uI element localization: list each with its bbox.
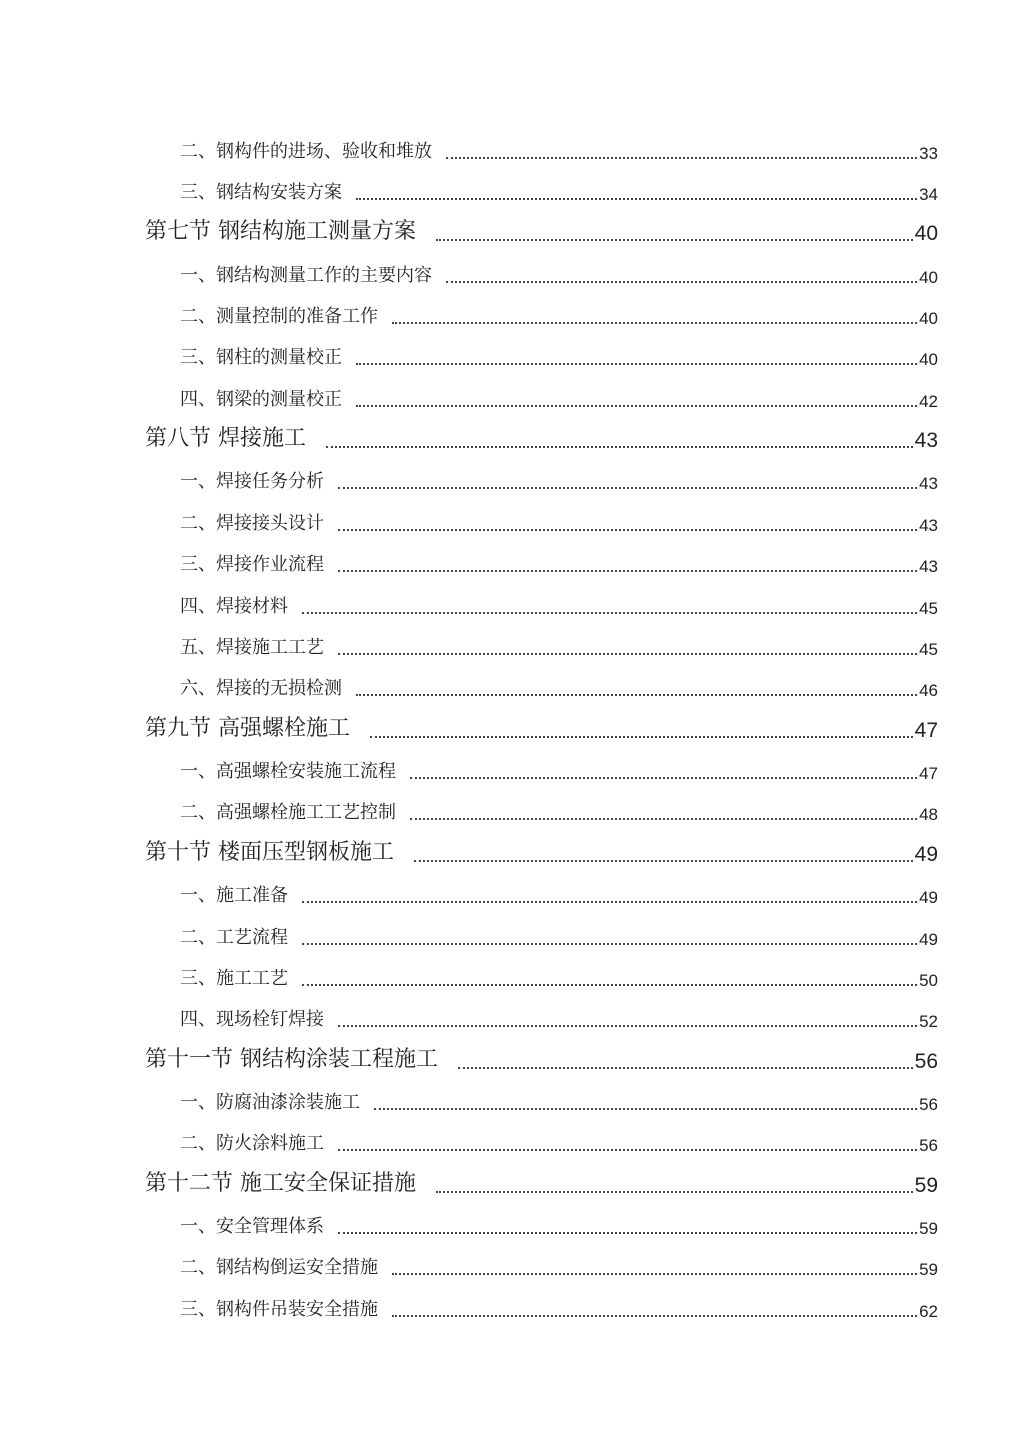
- toc-entry[interactable]: [180, 795, 938, 825]
- toc-entry[interactable]: [180, 506, 938, 536]
- toc-section-label: 第八节 焊接施工: [145, 426, 306, 451]
- toc-entry[interactable]: [180, 671, 938, 701]
- toc-entry-page: 34: [919, 185, 938, 204]
- toc-entry-page: 33: [919, 144, 938, 163]
- dot-leader: [302, 984, 917, 986]
- toc-section-page: 43: [914, 429, 938, 452]
- dot-leader: [392, 1315, 917, 1317]
- toc-section-label: 第十节 楼面压型钢板施工: [145, 840, 394, 865]
- toc-entry-label: 一、焊接任务分析: [180, 471, 324, 492]
- toc-entry[interactable]: [180, 589, 938, 619]
- toc-entry-label: 三、焊接作业流程: [180, 554, 324, 575]
- toc-entry[interactable]: [180, 382, 938, 412]
- toc-entry-label: 一、防腐油漆涂装施工: [180, 1092, 360, 1113]
- toc-entry-label: 二、测量控制的准备工作: [180, 306, 378, 327]
- toc-section-page: 47: [914, 719, 938, 742]
- toc-entry-label: 三、施工工艺: [180, 968, 288, 989]
- dot-leader: [302, 943, 917, 945]
- toc-section-heading[interactable]: [145, 423, 938, 453]
- toc-section-label: 第七节 钢结构施工测量方案: [145, 219, 416, 244]
- dot-leader: [446, 157, 917, 159]
- dot-leader: [338, 487, 917, 489]
- dot-leader: [338, 1232, 917, 1234]
- toc-entry[interactable]: [180, 134, 938, 164]
- dot-leader: [338, 653, 917, 655]
- dot-leader: [302, 612, 917, 614]
- toc-section-page: 49: [914, 843, 938, 866]
- toc-entry-page: 40: [919, 309, 938, 328]
- dot-leader: [414, 860, 913, 862]
- dot-leader: [338, 1149, 917, 1151]
- toc-section-heading[interactable]: [145, 837, 938, 867]
- toc-section-label: 第十二节 施工安全保证措施: [145, 1171, 416, 1196]
- toc-section-page: 40: [914, 222, 938, 245]
- toc-entry[interactable]: [180, 920, 938, 950]
- toc-entry-label: 一、安全管理体系: [180, 1216, 324, 1237]
- dot-leader: [436, 239, 913, 241]
- toc-entry-label: 二、焊接接头设计: [180, 513, 324, 534]
- toc-entry-page: 62: [919, 1302, 938, 1321]
- toc-entry-label: 一、钢结构测量工作的主要内容: [180, 265, 432, 286]
- toc-section-heading[interactable]: [145, 713, 938, 743]
- toc-entry[interactable]: [180, 340, 938, 370]
- toc-entry-label: 三、钢柱的测量校正: [180, 347, 342, 368]
- toc-entry-page: 49: [919, 888, 938, 907]
- toc-section-page: 56: [914, 1050, 938, 1073]
- toc-entry-label: 二、防火涂料施工: [180, 1133, 324, 1154]
- toc-entry[interactable]: [180, 961, 938, 991]
- toc-entry[interactable]: [180, 464, 938, 494]
- toc-entry[interactable]: [180, 1250, 938, 1280]
- toc-entry[interactable]: [180, 1126, 938, 1156]
- dot-leader: [338, 1025, 917, 1027]
- toc-entry-page: 43: [919, 474, 938, 493]
- toc-entry-label: 二、钢构件的进场、验收和堆放: [180, 141, 432, 162]
- toc-entry[interactable]: [180, 299, 938, 329]
- dot-leader: [338, 570, 917, 572]
- toc-entry[interactable]: [180, 1085, 938, 1115]
- toc-entry[interactable]: [180, 547, 938, 577]
- toc-entry-page: 47: [919, 764, 938, 783]
- toc-entry-page: 59: [919, 1260, 938, 1279]
- toc-section-heading[interactable]: [145, 216, 938, 246]
- toc-entry-label: 四、钢梁的测量校正: [180, 389, 342, 410]
- toc-entry-page: 42: [919, 392, 938, 411]
- toc-entry-label: 六、焊接的无损检测: [180, 678, 342, 699]
- toc-entry[interactable]: [180, 175, 938, 205]
- toc-entry-page: 52: [919, 1012, 938, 1031]
- toc-entry[interactable]: [180, 754, 938, 784]
- dot-leader: [356, 198, 917, 200]
- toc-section-label: 第十一节 钢结构涂装工程施工: [145, 1047, 438, 1072]
- toc-entry[interactable]: [180, 1002, 938, 1032]
- dot-leader: [338, 529, 917, 531]
- toc-section-heading[interactable]: [145, 1168, 938, 1198]
- dot-leader: [374, 1108, 917, 1110]
- toc-entry-page: 40: [919, 350, 938, 369]
- dot-leader: [410, 777, 917, 779]
- dot-leader: [458, 1067, 913, 1069]
- toc-entry[interactable]: [180, 258, 938, 288]
- toc-entry[interactable]: [180, 1292, 938, 1322]
- toc-entry-page: 45: [919, 640, 938, 659]
- toc-entry-label: 一、施工准备: [180, 885, 288, 906]
- toc-entry-label: 五、焊接施工工艺: [180, 637, 324, 658]
- dot-leader: [436, 1191, 913, 1193]
- dot-leader: [302, 901, 917, 903]
- toc-entry-label: 二、高强螺栓施工工艺控制: [180, 802, 396, 823]
- dot-leader: [356, 363, 917, 365]
- toc-entry-page: 56: [919, 1095, 938, 1114]
- toc-entry-page: 40: [919, 268, 938, 287]
- toc-entry-page: 49: [919, 930, 938, 949]
- dot-leader: [370, 736, 913, 738]
- toc-entry-label: 四、焊接材料: [180, 596, 288, 617]
- toc-entry-label: 三、钢结构安装方案: [180, 182, 342, 203]
- dot-leader: [356, 694, 917, 696]
- toc-entry-page: 43: [919, 516, 938, 535]
- dot-leader: [446, 281, 917, 283]
- toc-entry[interactable]: [180, 630, 938, 660]
- toc-entry-label: 二、工艺流程: [180, 927, 288, 948]
- toc-section-label: 第九节 高强螺栓施工: [145, 716, 350, 741]
- dot-leader: [356, 405, 917, 407]
- toc-entry-label: 二、钢结构倒运安全措施: [180, 1257, 378, 1278]
- toc-section-heading[interactable]: [145, 1044, 938, 1074]
- dot-leader: [392, 1273, 917, 1275]
- dot-leader: [392, 322, 917, 324]
- toc-entry-page: 45: [919, 599, 938, 618]
- toc-entry[interactable]: [180, 1209, 938, 1239]
- toc-entry-page: 43: [919, 557, 938, 576]
- dot-leader: [410, 818, 917, 820]
- toc-entry-label: 四、现场栓钉焊接: [180, 1009, 324, 1030]
- toc-entry-label: 三、钢构件吊装安全措施: [180, 1299, 378, 1320]
- toc-entry-page: 56: [919, 1136, 938, 1155]
- toc-entry-page: 59: [919, 1219, 938, 1238]
- toc-entry-label: 一、高强螺栓安装施工流程: [180, 761, 396, 782]
- toc-section-page: 59: [914, 1174, 938, 1197]
- dot-leader: [326, 446, 913, 448]
- toc-entry-page: 48: [919, 805, 938, 824]
- toc-entry[interactable]: [180, 878, 938, 908]
- toc-entry-page: 46: [919, 681, 938, 700]
- toc-entry-page: 50: [919, 971, 938, 990]
